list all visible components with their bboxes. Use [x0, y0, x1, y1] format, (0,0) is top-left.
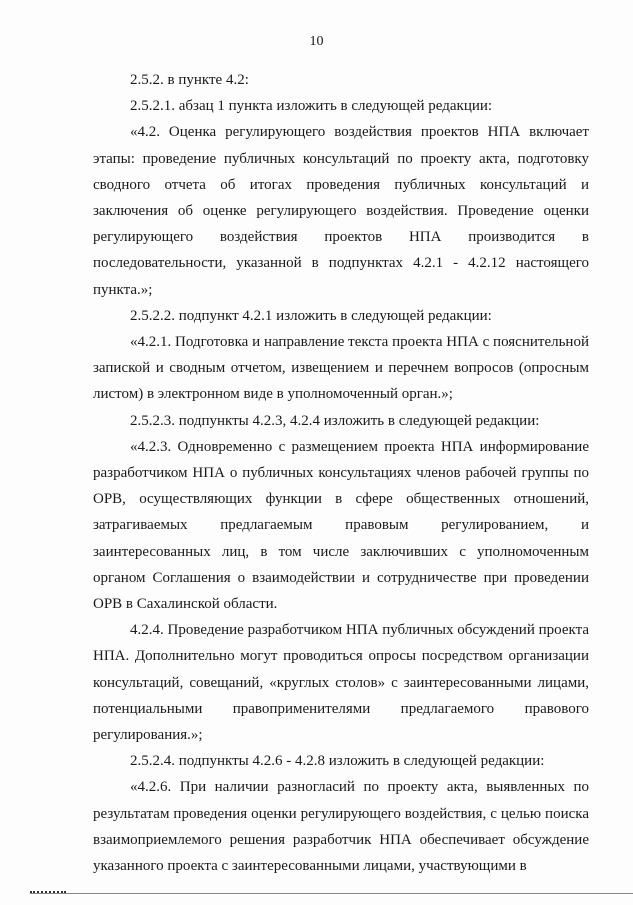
- paragraph-4-2-4: 4.2.4. Проведение разработчиком НПА публичных обсуждений проекта НПА. Дополнительно могут проводиться опросы посредством организации консультаций, совещаний, «круглых столов» с заинтересованными лицами, потенциальными правоприменителями предлагаемого правового регулирования.»;: [93, 622, 589, 744]
- paragraph-2-5-2-2: 2.5.2.2. подпункт 4.2.1 изложить в следующей редакции:: [130, 307, 492, 324]
- document-body: [93, 67, 589, 879]
- paragraph-4-2-3-quote: «4.2.3. Одновременно с размещением проекта НПА информирование разработчиком НПА о публичных консультациях членов рабочей группы по ОРВ, осуществляющих функции в сфере общественных отношений, затрагиваемых предлагаемым правовым регулированием, и заинтересованных лиц, в том числе заключивших с уполномоченным органом Соглашения о взаимодействии и сотрудничестве при проведении ОРВ в Сахалинской области.: [93, 438, 589, 613]
- paragraph-2-5-2-3: 2.5.2.3. подпункты 4.2.3, 4.2.4 изложить в следующей редакции:: [130, 412, 540, 429]
- paragraph-4-2-1-quote: «4.2.1. Подготовка и направление текста проекта НПА с пояснительной запиской и сводным отчетом, извещением и перечнем вопросов (опросным листом) в электронном виде в уполномоченный орган.»;: [93, 334, 589, 403]
- paragraph-2-5-2-4: 2.5.2.4. подпункты 4.2.6 - 4.2.8 изложить в следующей редакции:: [130, 753, 545, 770]
- paragraph-2-5-2-1: 2.5.2.1. абзац 1 пункта изложить в следующей редакции:: [130, 98, 493, 115]
- page-bottom-edge: [30, 893, 633, 894]
- paragraph-4-2-6-quote: «4.2.6. При наличии разногласий по проекту акта, выявленных по результатам проведения оценки регулирующего воздействия, с целью поиска взаимоприемлемого решения разработчик НПА обеспечивает обсуждение указанного проекта с заинтересованными лицами, участвующими в: [93, 779, 589, 875]
- paragraph-4-2-quote: «4.2. Оценка регулирующего воздействия проектов НПА включает этапы: проведение публичных консультаций по проекту акта, подготовку сводного отчета об итогах проведения публичных консультаций и заключения об оценке регулирующего воздействия. Проведение оценки регулирующего воздействия проектов НПА производится в последовательности, указанной в подпунктах 4.2.1 - 4.2.12 настоящего пункта.»;: [93, 124, 589, 298]
- page-number: 10: [309, 34, 324, 49]
- paragraph-2-5-2: 2.5.2. в пункте 4.2:: [130, 72, 249, 88]
